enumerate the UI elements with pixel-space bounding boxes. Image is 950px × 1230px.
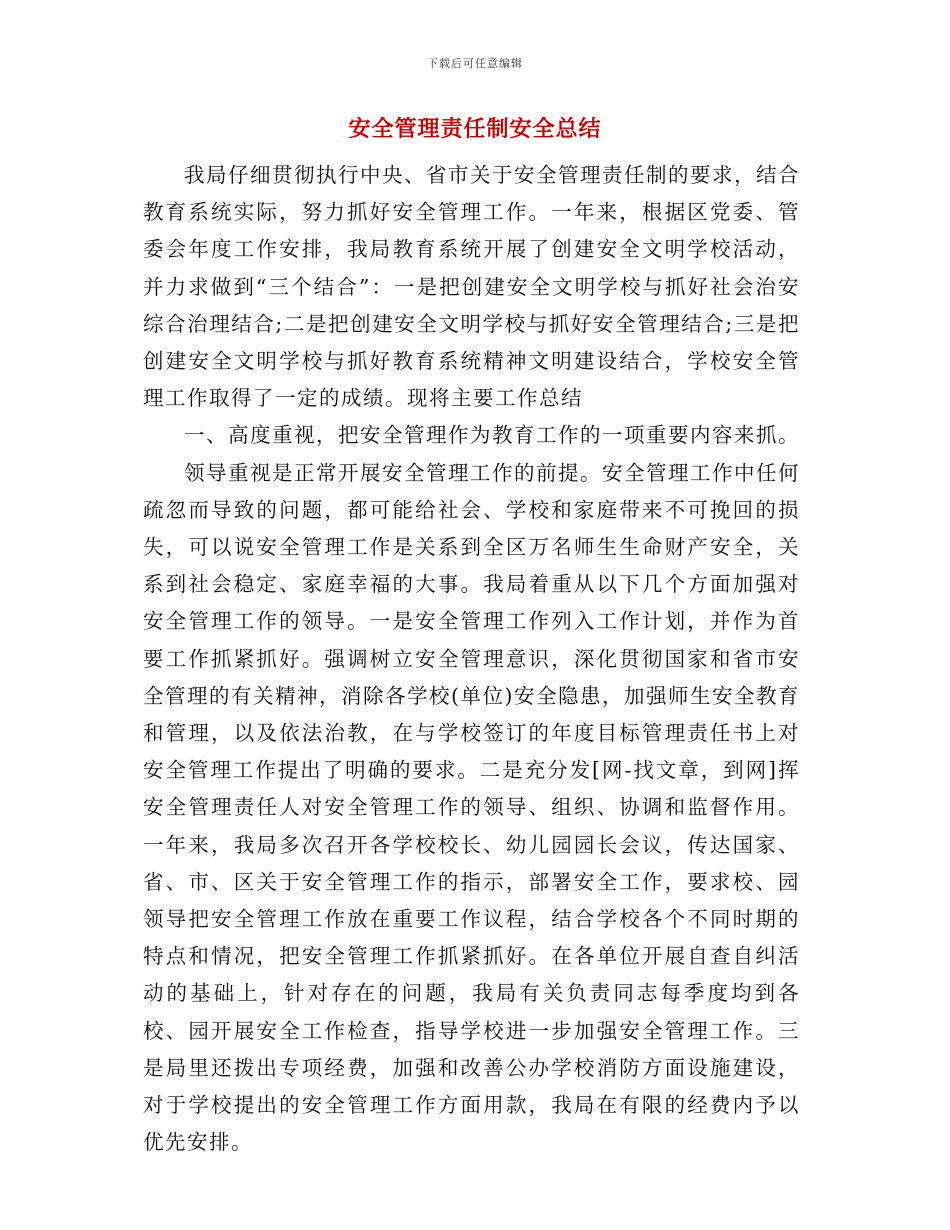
header-note: 下载后可任意编辑 bbox=[427, 57, 523, 70]
paragraph-intro: 我局仔细贯彻执行中央、省市关于安全管理责任制的要求，结合教育系统实际，努力抓好安全管理工作。一年来，根据区党委、管委会年度工作安排，我局教育系统开展了创建安全文明学校活动，并力求做到“三个结合”：一是把创建安全文明学校与抓好社会治安综合治理结合;二是把创建安全文明学校与抓好安全管理结合;三是把创建安全文明学校与抓好教育系统精神文明建设结合，学校安全管理工作取得了一定的成绩。现将主要工作总结 bbox=[143, 163, 800, 411]
document-title: 安全管理责任制安全总结 bbox=[348, 116, 602, 142]
paragraph-leadership: 领导重视是正常开展安全管理工作的前提。安全管理工作中任何疏忽而导致的问题，都可能给社会、学校和家庭带来不可挽回的损失，可以说安全管理工作是关系到全区万名师生生命财产安全，关系到社会稳定、家庭幸福的大事。我局着重从以下几个方面加强对安全管理工作的领导。一是安全管理工作列入工作计划，并作为首要工作抓紧抓好。强调树立安全管理意识，深化贯彻国家和省市安全管理的有关精神，消除各学校(单位)安全隐患，加强师生安全教育和管理，以及依法治教，在与学校签订的年度目标管理责任书上对安全管理工作提出了明确的要求。二是充分发[网-找文章，到网]挥安全管理责任人对安全管理工作的领导、组织、协调和监督作用。一年来，我局多次召开各学校校长、幼儿园园长会议，传达国家、省、市、区关于安全管理工作的指示，部署安全工作，要求校、园领导把安全管理工作放在重要工作议程，结合学校各个不同时期的特点和情况，把安全管理工作抓紧抓好。在各单位开展自查自纠活动的基础上，针对存在的问题，我局有关负责同志每季度均到各校、园开展安全工作检查，指导学校进一步加强安全管理工作。三是局里还拨出专项经费，加强和改善公办学校消防方面设施建设，对于学校提出的安全管理工作方面用款，我局在有限的经费内予以优先安排。 bbox=[143, 460, 800, 1155]
document-body bbox=[143, 157, 800, 1161]
paragraph-section-heading: 一、高度重视，把安全管理作为教育工作的一项重要内容来抓。 bbox=[184, 423, 800, 448]
